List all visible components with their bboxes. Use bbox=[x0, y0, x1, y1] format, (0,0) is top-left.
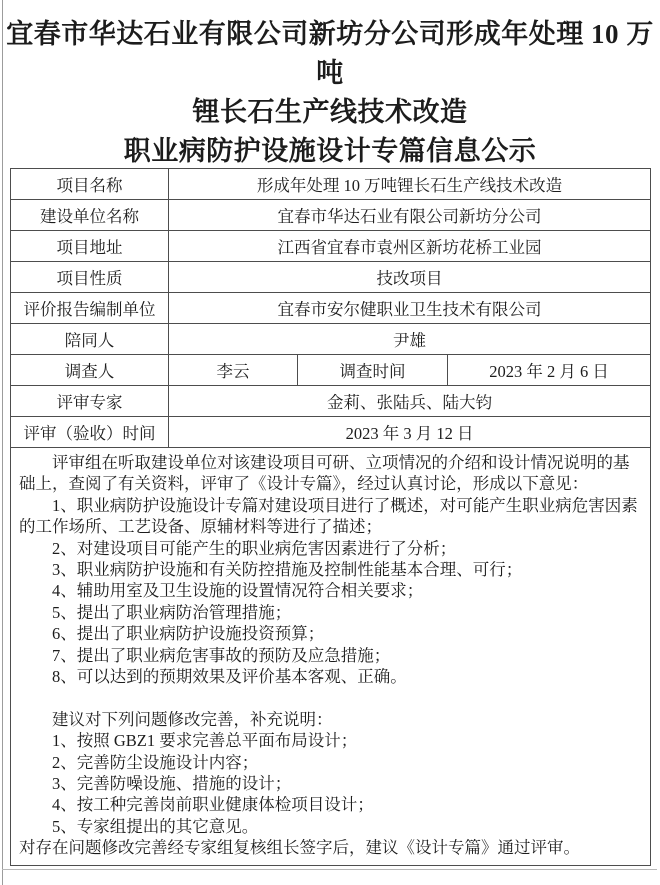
title-line-3: 职业病防护设施设计专篇信息公示 bbox=[123, 136, 537, 166]
table-row-project-name bbox=[11, 169, 651, 200]
suggestion-item: 5、专家组提出的其它意见。 bbox=[52, 816, 259, 836]
scan-edge-left-line bbox=[2, 0, 3, 885]
row-label: 建设单位名称 bbox=[11, 200, 169, 231]
scan-edge-bottom-line bbox=[2, 869, 657, 870]
opinion-item: 2、对建设项目可能产生的职业病危害因素进行了分析； bbox=[52, 538, 457, 558]
title-line-2: 锂长石生产线技术改造 bbox=[192, 97, 468, 127]
opinion-item: 4、辅助用室及卫生设施的设置情况符合相关要求； bbox=[52, 581, 424, 601]
opinion-item: 1、职业病防护设施设计专篇对建设项目进行了概述，对可能产生职业病危害因素的工作场所、工艺设备、原辅材料等进行了描述； bbox=[19, 495, 638, 537]
row-value: 宜春市华达石业有限公司新坊分公司 bbox=[169, 200, 651, 231]
row-label: 评价报告编制单位 bbox=[11, 293, 169, 324]
table-row-accompanying-person bbox=[11, 324, 651, 355]
table-row-report-unit bbox=[11, 293, 651, 324]
table-row-review-experts bbox=[11, 386, 651, 417]
suggestion-item: 1、按照 GBZ1 要求完善总平面布局设计； bbox=[52, 731, 358, 751]
document-title bbox=[0, 0, 660, 171]
investigation-time-label: 调查时间 bbox=[298, 355, 448, 386]
table-row-construction-unit bbox=[11, 200, 651, 231]
opinion-item: 3、职业病防护设施和有关防控措施及控制性能基本合理、可行； bbox=[52, 560, 523, 580]
row-value: 宜春市安尔健职业卫生技术有限公司 bbox=[169, 293, 651, 324]
row-label: 陪同人 bbox=[11, 324, 169, 355]
suggestions-intro: 建议对下列问题修改完善，补充说明： bbox=[52, 709, 333, 729]
investigation-time-value: 2023 年 2 月 6 日 bbox=[448, 355, 651, 386]
table-row-investigator bbox=[11, 355, 651, 386]
opinions-intro: 评审组在听取建设单位对该建设项目可研、立项情况的介绍和设计情况说明的基础上，查阅了有关资料，评审了《设计专篇》，经过认真讨论，形成以下意见： bbox=[19, 453, 630, 494]
row-value: 金莉、张陆兵、陆大钧 bbox=[169, 386, 651, 417]
opinion-item: 6、提出了职业病防护设施投资预算； bbox=[52, 624, 325, 644]
row-label: 项目地址 bbox=[11, 231, 169, 262]
opinion-item: 7、提出了职业病危害事故的预防及应急措施； bbox=[52, 645, 391, 665]
opinion-item: 8、可以达到的预期效果及评价基本客观、正确。 bbox=[52, 667, 407, 687]
opinion-item: 5、提出了职业病防治管理措施； bbox=[52, 602, 292, 622]
row-label: 项目名称 bbox=[11, 169, 169, 200]
suggestion-item: 4、按工种完善岗前职业健康体检项目设计； bbox=[52, 795, 374, 815]
investigator-name: 李云 bbox=[169, 355, 298, 386]
title-line-1: 宜春市华达石业有限公司新坊分公司形成年处理 10 万吨 bbox=[6, 19, 654, 88]
row-value: 技改项目 bbox=[169, 262, 651, 293]
row-label: 调查人 bbox=[11, 355, 169, 386]
row-label: 评审（验收）时间 bbox=[11, 417, 169, 448]
project-info-table bbox=[10, 168, 651, 866]
row-value: 江西省宜春市袁州区新坊花桥工业园 bbox=[169, 231, 651, 262]
row-value: 形成年处理 10 万吨锂长石生产线技术改造 bbox=[169, 169, 651, 200]
table-row-project-address bbox=[11, 231, 651, 262]
table-row-opinions bbox=[11, 448, 651, 866]
row-value: 尹雄 bbox=[169, 324, 651, 355]
table-row-project-nature bbox=[11, 262, 651, 293]
opinions-conclusion: 对存在问题修改完善经专家组复核组长签字后，建议《设计专篇》通过评审。 bbox=[19, 838, 580, 858]
row-value: 2023 年 3 月 12 日 bbox=[169, 417, 651, 448]
review-opinions-cell bbox=[11, 448, 651, 866]
suggestion-item: 2、完善防尘设施设计内容； bbox=[52, 752, 259, 772]
row-label: 评审专家 bbox=[11, 386, 169, 417]
suggestion-item: 3、完善防噪设施、措施的设计； bbox=[52, 774, 292, 794]
table-row-review-time bbox=[11, 417, 651, 448]
row-label: 项目性质 bbox=[11, 262, 169, 293]
